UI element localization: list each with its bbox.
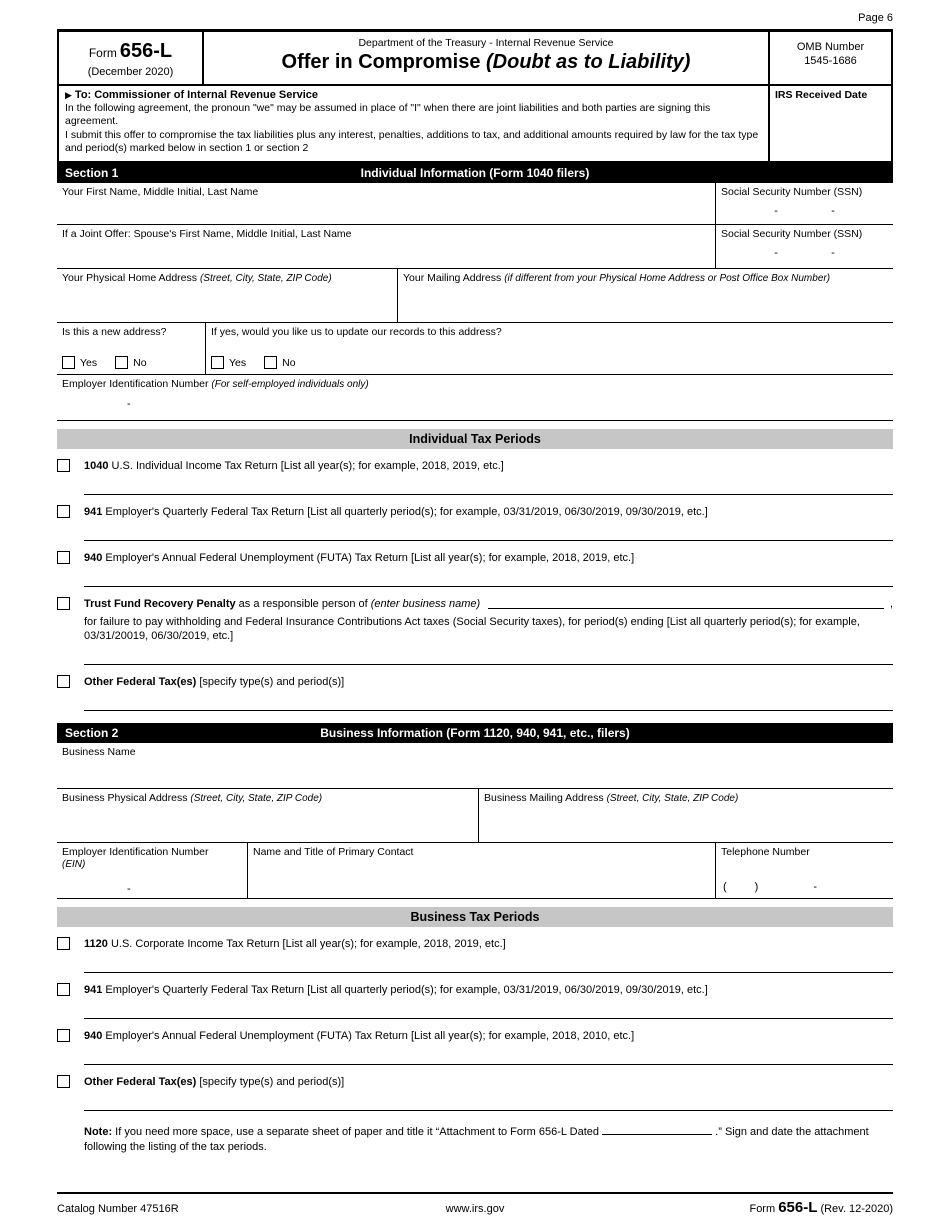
tax-period-item-940: 940 Employer's Annual Federal Unemployment (FUTA) Tax Return [List all year(s); for example, 2018, 2019, etc.]: [57, 551, 893, 587]
business-tax-period-item-other: Other Federal Tax(es) [specify type(s) and period(s)]: [57, 1075, 893, 1111]
checkbox-business-941[interactable]: [57, 983, 70, 996]
to-commissioner-line: ▶ To: Commissioner of Internal Revenue Service: [65, 89, 319, 101]
address-row: [57, 269, 893, 323]
entry-line-941[interactable]: [84, 540, 893, 541]
tax-period-item-941: 941 Employer's Quarterly Federal Tax Return [List all quarterly period(s); for example, 03/31/2019, 06/30/2019, 09/30/2019, etc.]: [57, 505, 893, 541]
omb-block: [768, 32, 891, 84]
form-number-block: [59, 32, 204, 84]
business-physical-address-field[interactable]: [57, 789, 478, 842]
physical-address-field[interactable]: [57, 269, 397, 322]
form-title-block: [204, 32, 768, 84]
physical-address-label: Your Physical Home Address (Street, City, State, ZIP Code): [62, 272, 332, 284]
checkbox-941[interactable]: [57, 505, 70, 518]
ssn-field[interactable]: [715, 183, 893, 224]
entry-line-trust-fund[interactable]: [84, 664, 893, 665]
ein-row: [57, 375, 893, 421]
intro-row: [59, 86, 891, 161]
form-revision-date: (December 2020): [87, 66, 174, 78]
entry-line-1120[interactable]: [84, 972, 893, 973]
section2-title: Business Information (Form 1120, 940, 941, etc., filers): [320, 726, 630, 740]
irs-received-date-field[interactable]: [768, 86, 891, 161]
business-mailing-address-label: Business Mailing Address (Street, City, State, ZIP Code): [484, 792, 739, 804]
catalog-number: Catalog Number 47516R: [57, 1203, 179, 1215]
update-records-yes-no: Yes No: [211, 356, 888, 371]
primary-contact-label: Name and Title of Primary Contact: [253, 846, 414, 858]
spouse-ssn-field[interactable]: [715, 225, 893, 268]
spouse-ssn-row: [57, 225, 893, 269]
update-records-question: If yes, would you like us to update our records to this address? Yes No: [205, 323, 893, 374]
spouse-name-field[interactable]: [57, 225, 715, 268]
business-ein-field[interactable]: [57, 843, 247, 898]
checkbox-trust-fund[interactable]: [57, 597, 70, 610]
spouse-ssn-format-dashes: - -: [774, 247, 835, 259]
first-name-label: Your First Name, Middle Initial, Last Name: [62, 186, 259, 198]
form-header: [57, 29, 893, 163]
ssn-label: Social Security Number (SSN): [721, 186, 863, 198]
trust-fund-continuation: for failure to pay withholding and Federal Insurance Contributions Act taxes (Social Security taxes), for period(s) ending [List all quarterly period(s); for example, 03/31/20019, 06/30/2019, etc.]: [84, 616, 860, 642]
note-block: Note: If you need more space, use a separate sheet of paper and title it “Attachment to Form 656-L Dated .” Sign and date the attachment following the listing of the tax periods.: [84, 1126, 869, 1153]
checkbox-1040[interactable]: [57, 459, 70, 472]
new-address-yes-no: Yes No: [62, 356, 200, 371]
tax-period-item-other: Other Federal Tax(es) [specify type(s) and period(s)]: [57, 675, 893, 711]
tax-period-item-trust-fund: Trust Fund Recovery Penalty as a responsible person of (enter business name) , for failure to pay withholding and Federal Insurance Contributions Act taxes (Social Security taxes), for period(s) ending [List all quarterly period(s); for example, 03/31/20019, 06/30/2019, etc.]: [57, 597, 893, 665]
new-address-yes-checkbox[interactable]: [62, 356, 75, 369]
form-title: [212, 51, 760, 74]
telephone-field[interactable]: [715, 843, 893, 898]
mailing-address-field[interactable]: [397, 269, 893, 322]
footer-form-ref: Form 656-L (Rev. 12-2020): [749, 1199, 894, 1216]
entry-line-1040[interactable]: [84, 494, 893, 495]
attachment-date-entry-line[interactable]: [602, 1124, 712, 1135]
telephone-format: ( ) -: [723, 881, 818, 893]
business-mailing-address-field[interactable]: [478, 789, 893, 842]
update-records-yes-checkbox[interactable]: [211, 356, 224, 369]
intro-text-block: [59, 86, 768, 161]
department-line: Department of the Treasury - Internal Revenue Service: [358, 37, 614, 49]
business-name-label: Business Name: [62, 746, 136, 758]
checkbox-business-other[interactable]: [57, 1075, 70, 1088]
individual-tax-periods-header: Individual Tax Periods: [57, 429, 893, 449]
tax-period-item-1040: 1040 U.S. Individual Income Tax Return [List all year(s); for example, 2018, 2019, etc.]: [57, 459, 893, 495]
telephone-label: Telephone Number: [721, 846, 810, 858]
spouse-name-label: If a Joint Offer: Spouse's First Name, Middle Initial, Last Name: [62, 228, 352, 240]
ein-label: Employer Identification Number (For self-employed individuals only): [62, 378, 369, 390]
entry-line-940[interactable]: [84, 586, 893, 587]
intro-paragraph-2: I submit this offer to compromise the tax liabilities plus any interest, penalties, additions to tax, and additional amounts required by law for the tax type and period(s) marked below in section 1 or section 2: [65, 129, 759, 154]
section1-title: Individual Information (Form 1040 filers): [360, 166, 590, 180]
entry-line-other[interactable]: [84, 710, 893, 711]
ein-field[interactable]: [57, 375, 893, 420]
mailing-address-label: Your Mailing Address (if different from your Physical Home Address or Post Office Box Number): [403, 272, 831, 284]
section1-bar: [57, 163, 893, 183]
form-number: 656-L: [119, 40, 173, 62]
spouse-ssn-label: Social Security Number (SSN): [721, 228, 863, 240]
business-tax-periods-header: Business Tax Periods: [57, 907, 893, 927]
business-tax-period-item-940: 940 Employer's Annual Federal Unemployment (FUTA) Tax Return [List all year(s); for example, 2018, 2010, etc.]: [57, 1029, 893, 1065]
business-ein-label: Employer Identification Number (EIN): [62, 846, 209, 870]
entry-line-business-940[interactable]: [84, 1064, 893, 1065]
business-ein-contact-row: [57, 843, 893, 899]
pointer-icon: ▶: [65, 90, 72, 100]
first-name-field[interactable]: [57, 183, 715, 224]
section2-label: Section 2: [65, 726, 119, 740]
checkbox-1120[interactable]: [57, 937, 70, 950]
business-ein-format-dash: -: [127, 883, 131, 895]
omb-label: OMB Number: [796, 41, 865, 53]
business-name-entry-line[interactable]: [488, 597, 884, 609]
new-address-row: [57, 323, 893, 375]
entry-line-business-other[interactable]: [84, 1110, 893, 1111]
section2-bar: [57, 723, 893, 743]
name-ssn-row: [57, 183, 893, 225]
update-records-no-checkbox[interactable]: [264, 356, 277, 369]
business-physical-address-label: Business Physical Address (Street, City, State, ZIP Code): [62, 792, 323, 804]
business-tax-period-item-941: 941 Employer's Quarterly Federal Tax Return [List all quarterly period(s); for example, 03/31/2019, 06/30/2019, 09/30/2019, etc.]: [57, 983, 893, 1019]
form-title-sub: (Doubt as to Liability): [486, 51, 691, 73]
business-name-field[interactable]: [57, 743, 893, 788]
entry-line-business-941[interactable]: [84, 1018, 893, 1019]
page-number: Page 6: [858, 12, 893, 24]
irs-received-date-label: IRS Received Date: [775, 89, 868, 101]
new-address-question: Is this a new address? Yes No: [57, 323, 205, 374]
business-tax-period-item-1120: 1120 U.S. Corporate Income Tax Return [List all year(s); for example, 2018, 2019, etc.]: [57, 937, 893, 973]
section1-label: Section 1: [65, 166, 119, 180]
primary-contact-field[interactable]: [247, 843, 715, 898]
intro-paragraph-1: In the following agreement, the pronoun "we" may be assumed in place of "I" when there are joint liabilities and both parties are signing this agreement.: [65, 102, 711, 127]
checkbox-other-federal-tax[interactable]: [57, 675, 70, 688]
ssn-format-dashes: - -: [774, 205, 835, 217]
business-address-row: [57, 789, 893, 843]
page-footer: [57, 1192, 893, 1216]
form-header-row: [59, 32, 891, 86]
form-word: Form: [88, 46, 117, 60]
ein-format-dash: -: [127, 398, 131, 410]
business-name-row: [57, 743, 893, 789]
checkbox-940[interactable]: [57, 551, 70, 564]
new-address-no-checkbox[interactable]: [115, 356, 128, 369]
omb-number: 1545-1686: [804, 55, 857, 67]
checkbox-business-940[interactable]: [57, 1029, 70, 1042]
form-title-main: Offer in Compromise: [281, 51, 481, 73]
irs-website: www.irs.gov: [445, 1203, 505, 1215]
